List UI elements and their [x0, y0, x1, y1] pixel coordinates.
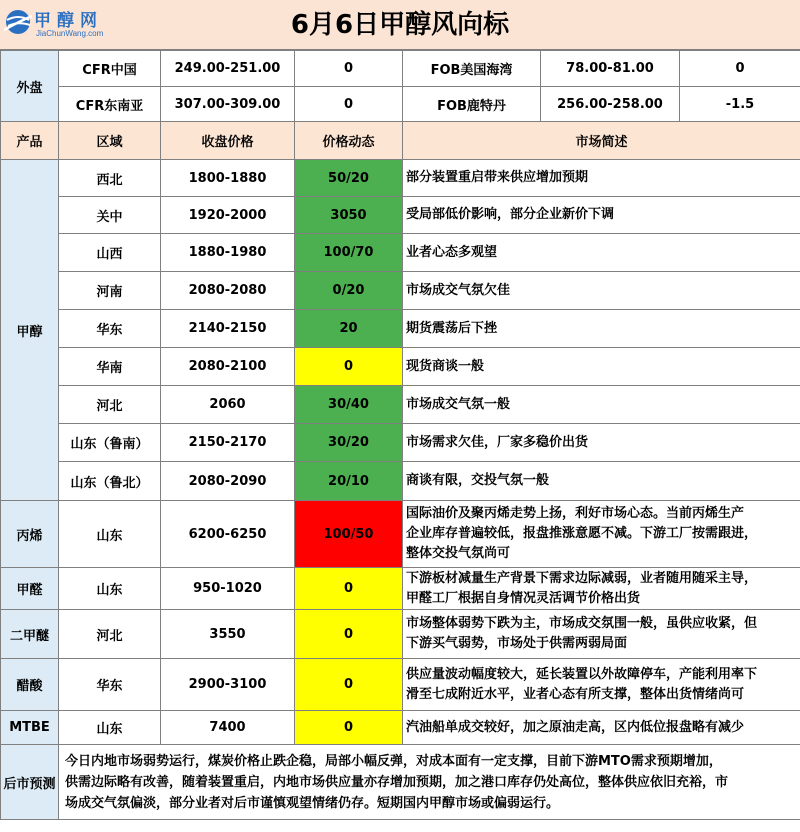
forecast-line: 供需边际略有改善，随着装置重启，内地市场供应量亦存增加预期，加之港口库存仍处高位，整体供应依旧充裕，市: [65, 774, 729, 790]
change-cell: 0/20: [295, 272, 403, 310]
change-cell: 20: [295, 310, 403, 348]
table-row: [1, 501, 800, 568]
outer-market-change: 0: [680, 51, 800, 87]
forecast-line: 场成交气氛偏淡，部分业者对后市谨慎观望情绪仍存。短期国内甲醇市场或偏弱运行。: [65, 795, 560, 811]
summary-cell: 现货商谈一般: [403, 348, 800, 386]
price-cell: 2900-3100: [161, 659, 295, 711]
price-cell: 2080-2090: [161, 462, 295, 501]
change-cell: 0: [295, 659, 403, 711]
summary-cell: [403, 568, 800, 610]
price-cell: 2080-2080: [161, 272, 295, 310]
title-bar: [0, 0, 800, 50]
table-row: [1, 711, 800, 745]
price-cell: 2150-2170: [161, 424, 295, 462]
header-trend: 价格动态: [295, 122, 403, 160]
outer-market-name: FOB鹿特丹: [403, 87, 541, 122]
region-cell: 山东: [59, 711, 161, 745]
table-header-row: [1, 122, 800, 160]
summary-line: 下游买气弱势，市场处于供需两弱局面: [406, 636, 628, 651]
change-cell: 30/20: [295, 424, 403, 462]
region-cell: 山西: [59, 234, 161, 272]
header-region: 区域: [59, 122, 161, 160]
table-row: [1, 197, 800, 234]
product-dme: 二甲醚: [1, 610, 59, 659]
change-cell: 100/70: [295, 234, 403, 272]
outer-market-change: -1.5: [680, 87, 800, 122]
price-cell: 2060: [161, 386, 295, 424]
table-row: [1, 348, 800, 386]
summary-line: 国际油价及聚丙烯走势上扬，利好市场心态。当前丙烯生产: [406, 506, 745, 521]
change-cell: 3050: [295, 197, 403, 234]
change-cell: 20/10: [295, 462, 403, 501]
summary-cell: [403, 610, 800, 659]
region-cell: 山东: [59, 568, 161, 610]
summary-cell: 市场成交气氛欠佳: [403, 272, 800, 310]
forecast-line: 今日内地市场弱势运行，煤炭价格止跌企稳，局部小幅反弹，对成本面有一定支撑，目前下游MTO需求预期增加，: [65, 753, 722, 769]
summary-line: 整体交投气氛尚可: [406, 546, 511, 561]
region-cell: 山东（鲁南）: [59, 424, 161, 462]
outer-market-row: [1, 87, 800, 122]
summary-line: 市场整体弱势下跌为主，市场成交氛围一般，虽供应收紧，但: [406, 616, 758, 631]
region-cell: 西北: [59, 160, 161, 197]
summary-cell: 受局部低价影响，部分企业新价下调: [403, 197, 800, 234]
summary-cell: 业者心态多观望: [403, 234, 800, 272]
outer-market-row: [1, 51, 800, 87]
price-cell: 7400: [161, 711, 295, 745]
price-cell: 1800-1880: [161, 160, 295, 197]
summary-cell: [403, 711, 800, 745]
header-product: 产品: [1, 122, 59, 160]
forecast-label: 后市预测: [1, 745, 59, 820]
change-cell: 100/50: [295, 501, 403, 568]
summary-line: 供应量波动幅度较大，延长装置以外故障停车，产能利用率下: [406, 666, 758, 682]
outer-market-label: 外盘: [1, 51, 59, 122]
header-summary: 市场简述: [403, 122, 800, 160]
outer-market-name: FOB美国海湾: [403, 51, 541, 87]
outer-market-name: CFR中国: [59, 51, 161, 87]
summary-line: 下游板材减量生产背景下需求边际减弱，业者随用随采主导，: [406, 570, 758, 586]
outer-market-change: 0: [295, 87, 403, 122]
table-row: [1, 310, 800, 348]
change-cell: 50/20: [295, 160, 403, 197]
summary-line: 滑至七成附近水平，业者心态有所支撑，整体出货情绪尚可: [406, 686, 745, 702]
logo-url: JiaChunWang.com: [36, 29, 104, 38]
region-cell: 山东（鲁北）: [59, 462, 161, 501]
table-row: [1, 386, 800, 424]
region-cell: 河北: [59, 610, 161, 659]
change-cell: 0: [295, 568, 403, 610]
table-row: [1, 272, 800, 310]
region-cell: 山东: [59, 501, 161, 568]
page-title: 6月6日甲醇风向标: [290, 10, 510, 40]
summary-line: 甲醛工厂根据自身情况灵活调节价格出货: [406, 590, 641, 606]
region-cell: 华东: [59, 659, 161, 711]
region-cell: 河南: [59, 272, 161, 310]
product-methanol: 甲醇: [1, 160, 59, 501]
region-cell: 关中: [59, 197, 161, 234]
change-cell: 0: [295, 348, 403, 386]
table-row: [1, 424, 800, 462]
table-row: [1, 234, 800, 272]
price-cell: 6200-6250: [161, 501, 295, 568]
region-cell: 华南: [59, 348, 161, 386]
region-cell: 华东: [59, 310, 161, 348]
price-cell: 2080-2100: [161, 348, 295, 386]
region-cell: 河北: [59, 386, 161, 424]
product-mtbe: MTBE: [1, 711, 59, 745]
change-cell: 0: [295, 610, 403, 659]
summary-cell: 市场成交气氛一般: [403, 386, 800, 424]
summary-cell: [403, 659, 800, 711]
table-row: [1, 568, 800, 610]
price-cell: 2140-2150: [161, 310, 295, 348]
product-acetic-acid: 醋酸: [1, 659, 59, 711]
summary-cell: 部分装置重启带来供应增加预期: [403, 160, 800, 197]
header-price: 收盘价格: [161, 122, 295, 160]
summary-cell: 市场需求欠佳，厂家多稳价出货: [403, 424, 800, 462]
logo-text: 甲醇网: [34, 11, 103, 31]
table-row: [1, 659, 800, 711]
forecast-row: [1, 745, 800, 820]
summary-line: 汽油船单成交较好，加之原油走高，区内低位报盘略有减少: [406, 719, 745, 735]
market-table: [0, 50, 800, 820]
price-cell: 1920-2000: [161, 197, 295, 234]
price-cell: 1880-1980: [161, 234, 295, 272]
forecast-text: [59, 745, 800, 820]
outer-market-price: 78.00-81.00: [541, 51, 680, 87]
outer-market-name: CFR东南亚: [59, 87, 161, 122]
product-formaldehyde: 甲醛: [1, 568, 59, 610]
outer-market-change: 0: [295, 51, 403, 87]
outer-market-price: 256.00-258.00: [541, 87, 680, 122]
price-cell: 3550: [161, 610, 295, 659]
product-propylene: 丙烯: [1, 501, 59, 568]
change-cell: 0: [295, 711, 403, 745]
outer-market-price: 307.00-309.00: [161, 87, 295, 122]
table-row: [1, 610, 800, 659]
summary-cell: [403, 501, 800, 568]
summary-line: 企业库存普遍较低，报盘推涨意愿不减。下游工厂按需跟进，: [406, 526, 758, 541]
price-cell: 950-1020: [161, 568, 295, 610]
table-row: [1, 462, 800, 501]
summary-cell: 期货震荡后下挫: [403, 310, 800, 348]
outer-market-price: 249.00-251.00: [161, 51, 295, 87]
change-cell: 30/40: [295, 386, 403, 424]
summary-cell: 商谈有限，交投气氛一般: [403, 462, 800, 501]
table-row: [1, 160, 800, 197]
